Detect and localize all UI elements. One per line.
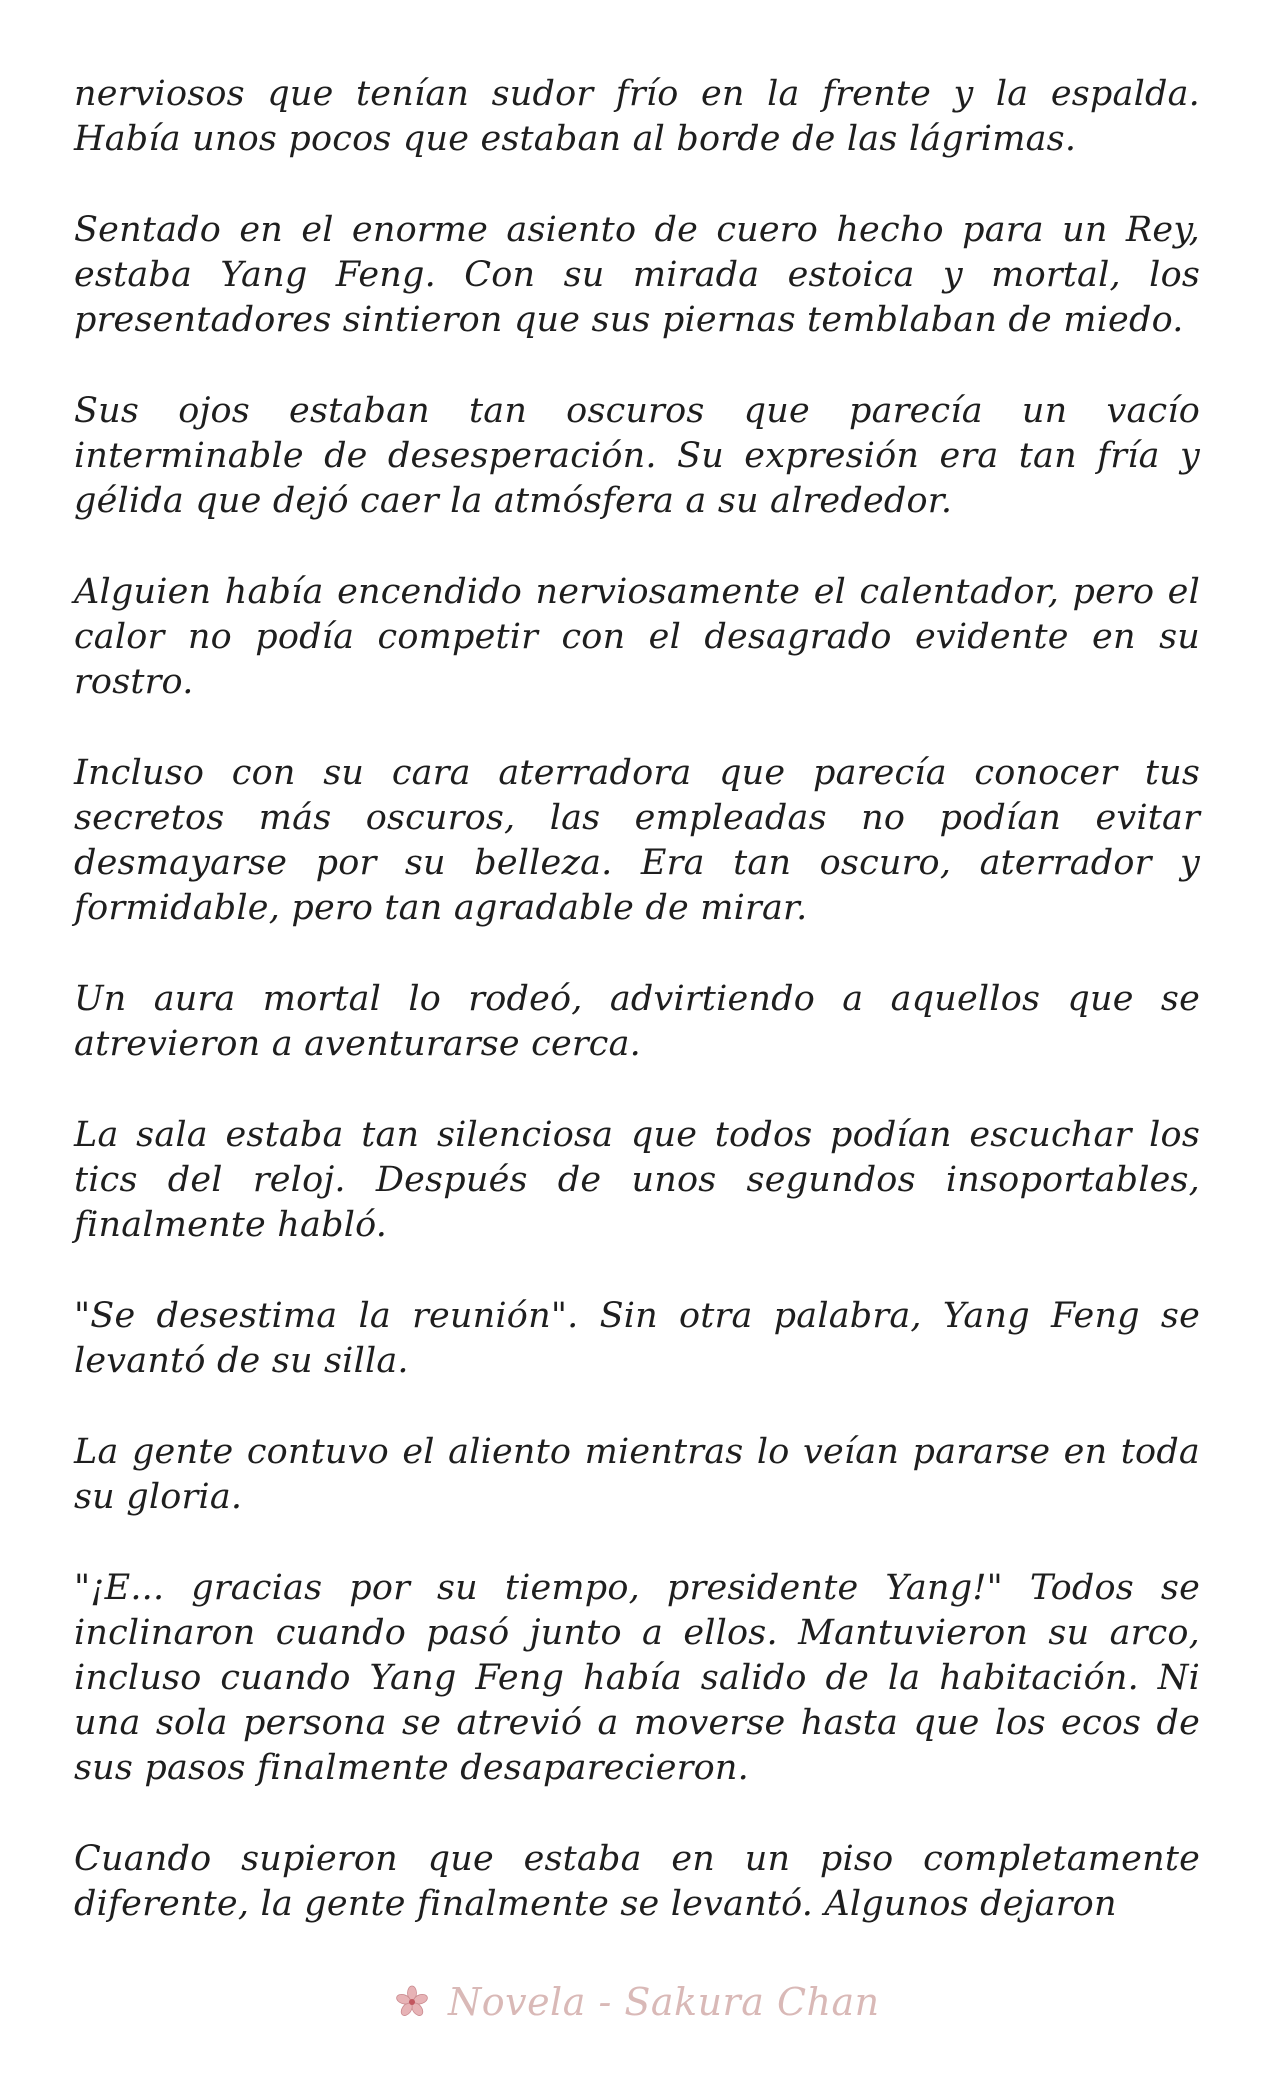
paragraph: Sus ojos estaban tan oscuros que parecía un vacío interminable de desesperación. Su expresión era tan fría y gélida que dejó caer la atmósfera a su alrededor. [74, 391, 1200, 521]
paragraph: Incluso con su cara aterradora que parecía conocer tus secretos más oscuros, las empleadas no podían evitar desmayarse por su belleza. Era tan oscuro, aterrador y formidable, pero tan agradable de mirar. [74, 753, 1200, 928]
paragraph: La gente contuvo el aliento mientras lo veían pararse en toda su gloria. [74, 1432, 1200, 1517]
paragraph: "¡E... gracias por su tiempo, presidente Yang!" Todos se inclinaron cuando pasó junto a ellos. Mantuvieron su arco, incluso cuando Yang Feng había salido de la habitación. Ni una sola persona se atrevió a moverse hasta que los ecos de sus pasos finalmente desaparecieron. [74, 1568, 1200, 1788]
paragraph: "Se desestima la reunión". Sin otra palabra, Yang Feng se levantó de su silla. [74, 1296, 1200, 1381]
watermark-text: Novela - Sakura Chan [447, 1980, 880, 2024]
sakura-flower-icon [395, 1984, 429, 2018]
document-body [74, 72, 1200, 1927]
paragraph: Alguien había encendido nerviosamente el calentador, pero el calor no podía competir con el desagrado evidente en su rostro. [74, 572, 1200, 702]
paragraph: Un aura mortal lo rodeó, advirtiendo a aquellos que se atrevieron a aventurarse cerca. [74, 979, 1200, 1064]
paragraph: Sentado en el enorme asiento de cuero hecho para un Rey, estaba Yang Feng. Con su mirada estoica y mortal, los presentadores sintieron que sus piernas temblaban de miedo. [74, 210, 1200, 340]
paragraph: nerviosos que tenían sudor frío en la frente y la espalda. Había unos pocos que estaban al borde de las lágrimas. [74, 74, 1200, 159]
watermark [0, 1980, 1275, 2024]
paragraph: Cuando supieron que estaba en un piso completamente diferente, la gente finalmente se levantó. Algunos dejaron [74, 1839, 1200, 1924]
paragraph: La sala estaba tan silenciosa que todos podían escuchar los tics del reloj. Después de unos segundos insoportables, finalmente habló. [74, 1115, 1200, 1245]
